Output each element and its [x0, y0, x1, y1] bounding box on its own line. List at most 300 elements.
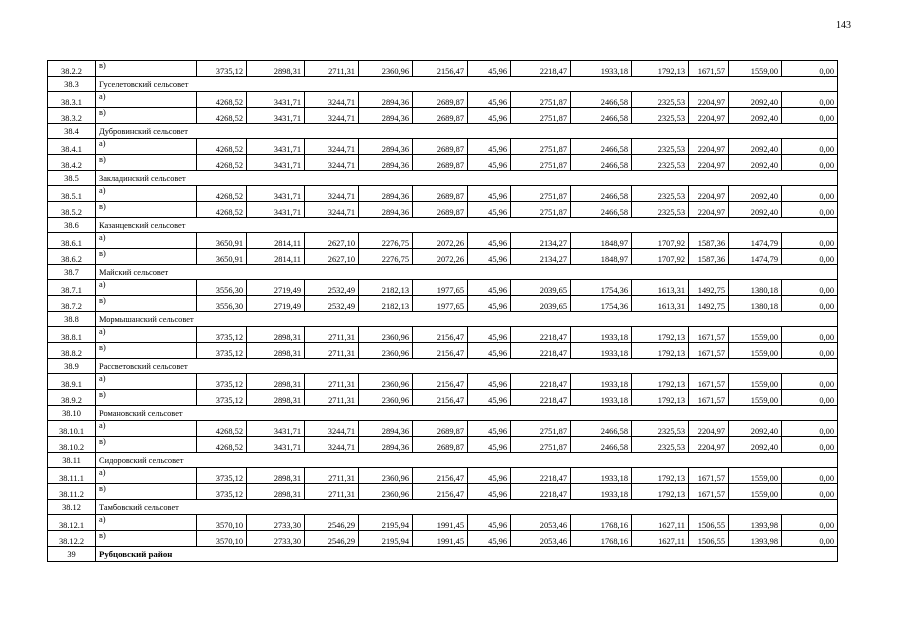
value-cell: 45,96: [468, 390, 511, 406]
value-cell: 2325,53: [632, 437, 689, 453]
value-cell: 4268,52: [197, 139, 247, 155]
value-cell: 1627,11: [632, 531, 689, 547]
row-code: 38.4.2: [48, 155, 96, 171]
value-cell: 2894,36: [359, 202, 413, 218]
value-cell: 4268,52: [197, 155, 247, 171]
value-cell: 1587,36: [689, 233, 729, 249]
value-cell: 1671,57: [689, 61, 729, 77]
value-cell: 1671,57: [689, 484, 729, 500]
value-cell: 1474,79: [729, 233, 782, 249]
value-cell: 1559,00: [729, 374, 782, 390]
value-cell: 3556,30: [197, 296, 247, 312]
table-row: [48, 390, 838, 406]
value-cell: 3431,71: [247, 202, 305, 218]
value-cell: 2751,87: [511, 437, 571, 453]
value-cell: 2894,36: [359, 155, 413, 171]
value-cell: 2711,31: [305, 61, 359, 77]
value-cell: 1792,13: [632, 484, 689, 500]
table-row: [48, 437, 838, 453]
value-cell: 1933,18: [571, 484, 632, 500]
value-cell: 1559,00: [729, 343, 782, 359]
value-cell: 2156,47: [413, 343, 468, 359]
value-cell: 0,00: [782, 531, 838, 547]
value-cell: 1991,45: [413, 515, 468, 531]
section-name: Майский сельсовет: [96, 265, 838, 280]
value-cell: 0,00: [782, 139, 838, 155]
value-cell: 3735,12: [197, 374, 247, 390]
value-cell: 2711,31: [305, 484, 359, 500]
row-code: 38.6.2: [48, 249, 96, 265]
value-cell: 1792,13: [632, 343, 689, 359]
value-cell: 2546,29: [305, 531, 359, 547]
section-name: Казанцевский сельсовет: [96, 218, 838, 233]
value-cell: 3570,10: [197, 515, 247, 531]
value-cell: 2325,53: [632, 108, 689, 124]
table-row: [48, 327, 838, 343]
value-cell: 2751,87: [511, 202, 571, 218]
value-cell: 3244,71: [305, 139, 359, 155]
value-cell: 2092,40: [729, 186, 782, 202]
value-cell: 2466,58: [571, 108, 632, 124]
value-cell: 3244,71: [305, 421, 359, 437]
row-code: 38.5: [48, 171, 96, 186]
section-name: Рубцовский район: [96, 547, 838, 562]
value-cell: 45,96: [468, 249, 511, 265]
value-cell: 1492,75: [689, 296, 729, 312]
row-label: в): [96, 437, 197, 453]
value-cell: 2276,75: [359, 249, 413, 265]
table-row: [48, 421, 838, 437]
value-cell: 2894,36: [359, 437, 413, 453]
value-cell: 1707,92: [632, 249, 689, 265]
row-label: а): [96, 421, 197, 437]
value-cell: 0,00: [782, 515, 838, 531]
value-cell: 2814,11: [247, 233, 305, 249]
value-cell: 2627,10: [305, 249, 359, 265]
value-cell: 2072,26: [413, 233, 468, 249]
value-cell: 2072,26: [413, 249, 468, 265]
value-cell: 2751,87: [511, 108, 571, 124]
row-code: 38.6.1: [48, 233, 96, 249]
table-row: [48, 343, 838, 359]
value-cell: 2204,97: [689, 202, 729, 218]
value-cell: 2360,96: [359, 374, 413, 390]
value-cell: 0,00: [782, 484, 838, 500]
value-cell: 2092,40: [729, 202, 782, 218]
value-cell: 4268,52: [197, 92, 247, 108]
value-cell: 4268,52: [197, 108, 247, 124]
value-cell: 2218,47: [511, 374, 571, 390]
row-label: в): [96, 484, 197, 500]
value-cell: 2751,87: [511, 92, 571, 108]
value-cell: 2751,87: [511, 421, 571, 437]
value-cell: 2325,53: [632, 421, 689, 437]
table-row: [48, 531, 838, 547]
value-cell: 4268,52: [197, 202, 247, 218]
row-label: а): [96, 280, 197, 296]
value-cell: 2204,97: [689, 186, 729, 202]
value-cell: 45,96: [468, 233, 511, 249]
value-cell: 45,96: [468, 202, 511, 218]
row-label: а): [96, 374, 197, 390]
value-cell: 2360,96: [359, 484, 413, 500]
value-cell: 3431,71: [247, 155, 305, 171]
value-cell: 2751,87: [511, 186, 571, 202]
value-cell: 2719,49: [247, 296, 305, 312]
row-label: в): [96, 531, 197, 547]
value-cell: 2711,31: [305, 468, 359, 484]
value-cell: 2053,46: [511, 531, 571, 547]
value-cell: 2711,31: [305, 343, 359, 359]
table-row: [48, 233, 838, 249]
value-cell: 4268,52: [197, 437, 247, 453]
section-row: [48, 124, 838, 139]
value-cell: 2466,58: [571, 421, 632, 437]
value-cell: 45,96: [468, 108, 511, 124]
row-code: 38.5.1: [48, 186, 96, 202]
value-cell: 1671,57: [689, 374, 729, 390]
value-cell: 2898,31: [247, 390, 305, 406]
value-cell: 3244,71: [305, 108, 359, 124]
value-cell: 1671,57: [689, 390, 729, 406]
value-cell: 3735,12: [197, 390, 247, 406]
value-cell: 1474,79: [729, 249, 782, 265]
value-cell: 1506,55: [689, 531, 729, 547]
value-cell: 2689,87: [413, 108, 468, 124]
value-cell: 0,00: [782, 374, 838, 390]
value-cell: 0,00: [782, 296, 838, 312]
value-cell: 2092,40: [729, 421, 782, 437]
value-cell: 2898,31: [247, 343, 305, 359]
value-cell: 2360,96: [359, 468, 413, 484]
table-row: [48, 61, 838, 77]
value-cell: 2894,36: [359, 108, 413, 124]
row-code: 39: [48, 547, 96, 562]
tariff-table: [47, 60, 838, 562]
section-row: [48, 500, 838, 515]
value-cell: 2719,49: [247, 280, 305, 296]
row-code: 38.3: [48, 77, 96, 92]
table-row: [48, 202, 838, 218]
section-name: Рассветовский сельсовет: [96, 359, 838, 374]
value-cell: 1393,98: [729, 531, 782, 547]
row-label: в): [96, 61, 197, 77]
section-name: Романовский сельсовет: [96, 406, 838, 421]
value-cell: 2156,47: [413, 374, 468, 390]
value-cell: 45,96: [468, 343, 511, 359]
value-cell: 2689,87: [413, 186, 468, 202]
row-code: 38.12: [48, 500, 96, 515]
row-code: 38.10: [48, 406, 96, 421]
value-cell: 1559,00: [729, 468, 782, 484]
row-code: 38.7: [48, 265, 96, 280]
value-cell: 45,96: [468, 531, 511, 547]
value-cell: 3735,12: [197, 468, 247, 484]
value-cell: 3570,10: [197, 531, 247, 547]
table-body: [48, 61, 838, 562]
value-cell: 2195,94: [359, 515, 413, 531]
value-cell: 0,00: [782, 108, 838, 124]
value-cell: 2156,47: [413, 327, 468, 343]
value-cell: 1380,18: [729, 296, 782, 312]
value-cell: 0,00: [782, 61, 838, 77]
row-code: 38.8.1: [48, 327, 96, 343]
value-cell: 2134,27: [511, 249, 571, 265]
table-row: [48, 296, 838, 312]
row-code: 38.5.2: [48, 202, 96, 218]
section-row: [48, 547, 838, 562]
value-cell: 2204,97: [689, 421, 729, 437]
section-name: Тамбовский сельсовет: [96, 500, 838, 515]
value-cell: 45,96: [468, 186, 511, 202]
value-cell: 2195,94: [359, 531, 413, 547]
row-code: 38.3.1: [48, 92, 96, 108]
value-cell: 2325,53: [632, 92, 689, 108]
value-cell: 2733,30: [247, 515, 305, 531]
value-cell: 3431,71: [247, 108, 305, 124]
row-label: а): [96, 327, 197, 343]
value-cell: 2894,36: [359, 139, 413, 155]
section-row: [48, 453, 838, 468]
value-cell: 2751,87: [511, 155, 571, 171]
value-cell: 3431,71: [247, 92, 305, 108]
value-cell: 45,96: [468, 296, 511, 312]
value-cell: 2039,65: [511, 296, 571, 312]
value-cell: 1613,31: [632, 296, 689, 312]
table-row: [48, 139, 838, 155]
value-cell: 1977,65: [413, 280, 468, 296]
section-row: [48, 359, 838, 374]
value-cell: 3650,91: [197, 249, 247, 265]
value-cell: 1933,18: [571, 327, 632, 343]
value-cell: 2204,97: [689, 92, 729, 108]
value-cell: 2218,47: [511, 327, 571, 343]
value-cell: 1933,18: [571, 61, 632, 77]
value-cell: 45,96: [468, 92, 511, 108]
value-cell: 45,96: [468, 468, 511, 484]
value-cell: 0,00: [782, 92, 838, 108]
value-cell: 0,00: [782, 233, 838, 249]
value-cell: 2898,31: [247, 484, 305, 500]
row-code: 38.9: [48, 359, 96, 374]
value-cell: 0,00: [782, 280, 838, 296]
value-cell: 2898,31: [247, 468, 305, 484]
row-code: 38.11.1: [48, 468, 96, 484]
value-cell: 2689,87: [413, 202, 468, 218]
value-cell: 2751,87: [511, 139, 571, 155]
value-cell: 2325,53: [632, 155, 689, 171]
value-cell: 2532,49: [305, 280, 359, 296]
value-cell: 2711,31: [305, 374, 359, 390]
section-name: Гуселетовский сельсовет: [96, 77, 838, 92]
value-cell: 2204,97: [689, 139, 729, 155]
value-cell: 3735,12: [197, 343, 247, 359]
value-cell: 1707,92: [632, 233, 689, 249]
value-cell: 45,96: [468, 61, 511, 77]
value-cell: 1991,45: [413, 531, 468, 547]
value-cell: 3244,71: [305, 437, 359, 453]
row-code: 38.3.2: [48, 108, 96, 124]
value-cell: 2204,97: [689, 437, 729, 453]
value-cell: 2156,47: [413, 390, 468, 406]
value-cell: 2156,47: [413, 484, 468, 500]
value-cell: 0,00: [782, 186, 838, 202]
value-cell: 1848,97: [571, 233, 632, 249]
value-cell: 2276,75: [359, 233, 413, 249]
value-cell: 1933,18: [571, 374, 632, 390]
value-cell: 0,00: [782, 249, 838, 265]
value-cell: 2466,58: [571, 202, 632, 218]
value-cell: 3735,12: [197, 484, 247, 500]
row-label: а): [96, 92, 197, 108]
section-row: [48, 218, 838, 233]
table-row: [48, 155, 838, 171]
row-code: 38.10.2: [48, 437, 96, 453]
value-cell: 1848,97: [571, 249, 632, 265]
value-cell: 2039,65: [511, 280, 571, 296]
value-cell: 1559,00: [729, 327, 782, 343]
value-cell: 1792,13: [632, 61, 689, 77]
value-cell: 2898,31: [247, 374, 305, 390]
row-code: 38.6: [48, 218, 96, 233]
value-cell: 2218,47: [511, 61, 571, 77]
table-row: [48, 186, 838, 202]
value-cell: 2092,40: [729, 155, 782, 171]
table-row: [48, 249, 838, 265]
value-cell: 3431,71: [247, 186, 305, 202]
value-cell: 2053,46: [511, 515, 571, 531]
value-cell: 0,00: [782, 343, 838, 359]
value-cell: 45,96: [468, 139, 511, 155]
section-name: Сидоровский сельсовет: [96, 453, 838, 468]
value-cell: 2689,87: [413, 139, 468, 155]
value-cell: 2360,96: [359, 61, 413, 77]
value-cell: 1792,13: [632, 374, 689, 390]
value-cell: 45,96: [468, 280, 511, 296]
value-cell: 1587,36: [689, 249, 729, 265]
value-cell: 2218,47: [511, 343, 571, 359]
row-label: а): [96, 186, 197, 202]
value-cell: 1559,00: [729, 390, 782, 406]
value-cell: 0,00: [782, 468, 838, 484]
value-cell: 45,96: [468, 327, 511, 343]
value-cell: 2182,13: [359, 296, 413, 312]
value-cell: 3556,30: [197, 280, 247, 296]
value-cell: 1754,36: [571, 296, 632, 312]
value-cell: 1492,75: [689, 280, 729, 296]
value-cell: 3735,12: [197, 61, 247, 77]
value-cell: 1933,18: [571, 468, 632, 484]
row-code: 38.11: [48, 453, 96, 468]
value-cell: 2733,30: [247, 531, 305, 547]
section-row: [48, 265, 838, 280]
row-label: а): [96, 468, 197, 484]
table-row: [48, 280, 838, 296]
value-cell: 0,00: [782, 437, 838, 453]
value-cell: 2711,31: [305, 327, 359, 343]
row-code: 38.12.1: [48, 515, 96, 531]
section-row: [48, 312, 838, 327]
section-name: Мормышанский сельсовет: [96, 312, 838, 327]
row-label: в): [96, 202, 197, 218]
row-code: 38.7.1: [48, 280, 96, 296]
value-cell: 2627,10: [305, 233, 359, 249]
value-cell: 3244,71: [305, 92, 359, 108]
value-cell: 0,00: [782, 421, 838, 437]
row-code: 38.4.1: [48, 139, 96, 155]
row-label: в): [96, 390, 197, 406]
value-cell: 4268,52: [197, 186, 247, 202]
value-cell: 2360,96: [359, 343, 413, 359]
value-cell: 1506,55: [689, 515, 729, 531]
value-cell: 45,96: [468, 515, 511, 531]
row-label: в): [96, 155, 197, 171]
value-cell: 2814,11: [247, 249, 305, 265]
row-code: 38.10.1: [48, 421, 96, 437]
value-cell: 1977,65: [413, 296, 468, 312]
row-code: 38.9.1: [48, 374, 96, 390]
value-cell: 1559,00: [729, 484, 782, 500]
value-cell: 2156,47: [413, 468, 468, 484]
value-cell: 3244,71: [305, 186, 359, 202]
table-row: [48, 374, 838, 390]
value-cell: 1792,13: [632, 468, 689, 484]
value-cell: 2134,27: [511, 233, 571, 249]
value-cell: 1671,57: [689, 343, 729, 359]
value-cell: 1393,98: [729, 515, 782, 531]
row-label: а): [96, 139, 197, 155]
value-cell: 2898,31: [247, 327, 305, 343]
value-cell: 1792,13: [632, 390, 689, 406]
row-label: а): [96, 515, 197, 531]
table-row: [48, 484, 838, 500]
value-cell: 2092,40: [729, 92, 782, 108]
value-cell: 2218,47: [511, 468, 571, 484]
value-cell: 1671,57: [689, 327, 729, 343]
value-cell: 2204,97: [689, 155, 729, 171]
section-row: [48, 171, 838, 186]
row-code: 38.2.2: [48, 61, 96, 77]
value-cell: 3650,91: [197, 233, 247, 249]
row-code: 38.9.2: [48, 390, 96, 406]
value-cell: 2218,47: [511, 484, 571, 500]
value-cell: 2466,58: [571, 92, 632, 108]
row-code: 38.7.2: [48, 296, 96, 312]
section-name: Дубровинский сельсовет: [96, 124, 838, 139]
value-cell: 45,96: [468, 437, 511, 453]
value-cell: 2325,53: [632, 139, 689, 155]
value-cell: 1613,31: [632, 280, 689, 296]
table-row: [48, 468, 838, 484]
value-cell: 1933,18: [571, 390, 632, 406]
value-cell: 2218,47: [511, 390, 571, 406]
value-cell: 45,96: [468, 421, 511, 437]
page-number: 143: [836, 20, 851, 31]
value-cell: 2689,87: [413, 92, 468, 108]
row-code: 38.11.2: [48, 484, 96, 500]
value-cell: 4268,52: [197, 421, 247, 437]
value-cell: 45,96: [468, 484, 511, 500]
table-row: [48, 92, 838, 108]
value-cell: 1671,57: [689, 468, 729, 484]
section-row: [48, 406, 838, 421]
row-label: в): [96, 108, 197, 124]
table-row: [48, 108, 838, 124]
value-cell: 3431,71: [247, 139, 305, 155]
value-cell: 2156,47: [413, 61, 468, 77]
value-cell: 1933,18: [571, 343, 632, 359]
value-cell: 3431,71: [247, 437, 305, 453]
